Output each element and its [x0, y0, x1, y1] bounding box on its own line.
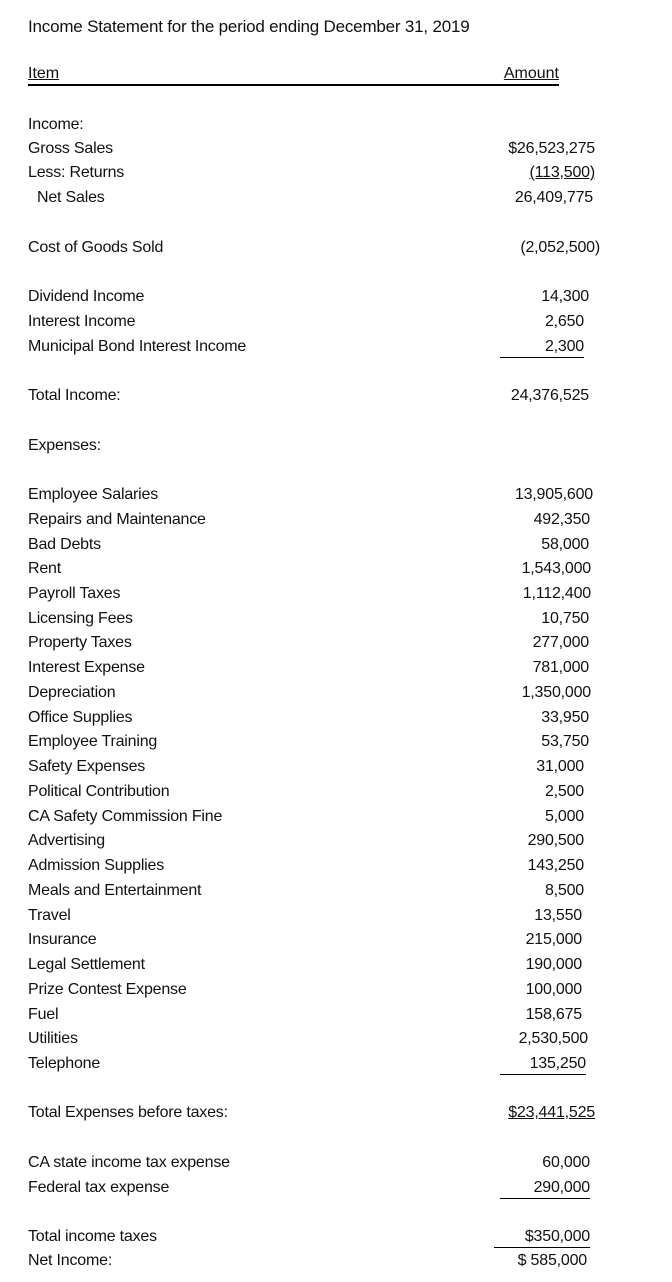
row-value: 492,350	[533, 511, 590, 528]
row-value: 5,000	[544, 808, 584, 825]
row-payroll-taxes	[28, 585, 603, 607]
row-value: 1,350,000	[521, 684, 591, 701]
income-heading-label: Income:	[28, 116, 84, 133]
row-utilities	[28, 1030, 603, 1052]
row-meals-entertainment	[28, 882, 603, 904]
row-label: Legal Settlement	[28, 956, 145, 973]
column-header-item: Item	[28, 65, 60, 82]
row-insurance	[28, 931, 603, 953]
row-net-income	[28, 1252, 603, 1274]
underline-rule	[500, 357, 584, 358]
row-safety-expenses	[28, 758, 603, 780]
row-label: Bad Debts	[28, 536, 101, 553]
row-label: Property Taxes	[28, 634, 132, 651]
row-value: $350,000	[524, 1228, 590, 1245]
underline-rule	[494, 1247, 590, 1248]
column-header-row	[28, 64, 559, 86]
row-label: Federal tax expense	[28, 1179, 170, 1196]
row-value: 100,000	[525, 981, 582, 998]
row-value: (113,500)	[529, 164, 595, 181]
row-repairs-maintenance	[28, 511, 603, 533]
row-label: Employee Training	[28, 733, 158, 750]
page-title: Income Statement for the period ending December 31, 2019	[28, 17, 470, 36]
row-value: 10,750	[541, 610, 589, 627]
row-value: 143,250	[527, 857, 584, 874]
row-net-sales	[28, 189, 603, 211]
row-label: Less: Returns	[28, 164, 125, 181]
column-header-amount: Amount	[503, 65, 559, 82]
row-label: Telephone	[28, 1055, 101, 1072]
row-political-contribution	[28, 783, 603, 805]
row-ca-state-tax	[28, 1154, 603, 1176]
row-value: 190,000	[525, 956, 582, 973]
row-admission-supplies	[28, 857, 603, 879]
row-value: 24,376,525	[510, 387, 589, 404]
row-value: 58,000	[541, 536, 589, 553]
row-fuel	[28, 1006, 603, 1028]
row-value: 8,500	[544, 882, 584, 899]
row-value: $23,441,525	[508, 1104, 595, 1121]
row-label: Fuel	[28, 1006, 59, 1023]
row-value: 13,905,600	[514, 486, 593, 503]
row-label: Safety Expenses	[28, 758, 146, 775]
row-property-taxes	[28, 634, 603, 656]
row-label: Travel	[28, 907, 71, 924]
row-label: CA state income tax expense	[28, 1154, 230, 1171]
row-legal-settlement	[28, 956, 603, 978]
row-value: 1,112,400	[522, 585, 591, 602]
row-label: Admission Supplies	[28, 857, 165, 874]
row-advertising	[28, 832, 603, 854]
row-interest-expense	[28, 659, 603, 681]
row-value: 33,950	[541, 709, 589, 726]
row-value: $ 585,000	[517, 1252, 587, 1269]
underline-rule	[500, 1198, 590, 1199]
row-value: 215,000	[525, 931, 582, 948]
row-value: 2,530,500	[518, 1030, 588, 1047]
row-total-expenses	[28, 1104, 603, 1126]
row-label: Net Income:	[28, 1252, 113, 1269]
row-label: Dividend Income	[28, 288, 145, 305]
row-label: Cost of Goods Sold	[28, 239, 164, 256]
row-label: Rent	[28, 560, 61, 577]
row-travel	[28, 907, 603, 929]
row-value: 2,300	[544, 338, 584, 355]
income-heading	[28, 116, 603, 138]
row-label: Insurance	[28, 931, 97, 948]
row-value: 53,750	[541, 733, 589, 750]
row-employee-salaries	[28, 486, 603, 508]
row-label: Depreciation	[28, 684, 116, 701]
row-value: 60,000	[542, 1154, 590, 1171]
row-value: 781,000	[532, 659, 589, 676]
row-label: Licensing Fees	[28, 610, 133, 627]
expenses-heading-label: Expenses:	[28, 437, 101, 454]
row-dividend-income	[28, 288, 603, 310]
row-value: 290,500	[527, 832, 584, 849]
row-label: Meals and Entertainment	[28, 882, 202, 899]
row-value: 290,000	[533, 1179, 590, 1196]
row-value: 31,000	[536, 758, 584, 775]
row-depreciation	[28, 684, 603, 706]
row-label: Interest Income	[28, 313, 136, 330]
row-label: Payroll Taxes	[28, 585, 121, 602]
row-employee-training	[28, 733, 603, 755]
row-label: Gross Sales	[28, 140, 113, 157]
row-label: Total Income:	[28, 387, 121, 404]
row-prize-contest	[28, 981, 603, 1003]
row-label: Municipal Bond Interest Income	[28, 338, 247, 355]
row-label: Political Contribution	[28, 783, 170, 800]
row-label: Advertising	[28, 832, 105, 849]
row-bad-debts	[28, 536, 603, 558]
row-returns	[28, 164, 603, 186]
row-label: Net Sales	[37, 189, 105, 206]
row-value: 1,543,000	[521, 560, 591, 577]
row-value: 277,000	[532, 634, 589, 651]
row-interest-income	[28, 313, 603, 335]
row-rent	[28, 560, 603, 582]
row-label: Total Expenses before taxes:	[28, 1104, 228, 1121]
row-label: Office Supplies	[28, 709, 133, 726]
row-label: Employee Salaries	[28, 486, 158, 503]
row-label: Utilities	[28, 1030, 78, 1047]
row-gross-sales	[28, 140, 603, 162]
row-value: $26,523,275	[508, 140, 595, 157]
row-licensing-fees	[28, 610, 603, 632]
expenses-heading	[28, 437, 603, 459]
row-value: (2,052,500)	[520, 239, 600, 256]
row-value: 2,650	[544, 313, 584, 330]
row-value: 158,675	[525, 1006, 582, 1023]
row-office-supplies	[28, 709, 603, 731]
row-value: 135,250	[529, 1055, 586, 1072]
row-cogs	[28, 239, 603, 261]
row-total-income	[28, 387, 603, 409]
row-ca-safety-fine	[28, 808, 603, 830]
row-value: 13,550	[534, 907, 582, 924]
underline-rule	[500, 1074, 586, 1075]
row-label: Prize Contest Expense	[28, 981, 187, 998]
row-value: 2,500	[544, 783, 584, 800]
row-label: Total income taxes	[28, 1228, 157, 1245]
row-label: Interest Expense	[28, 659, 145, 676]
row-value: 26,409,775	[514, 189, 593, 206]
row-label: CA Safety Commission Fine	[28, 808, 223, 825]
row-value: 14,300	[541, 288, 589, 305]
row-label: Repairs and Maintenance	[28, 511, 206, 528]
